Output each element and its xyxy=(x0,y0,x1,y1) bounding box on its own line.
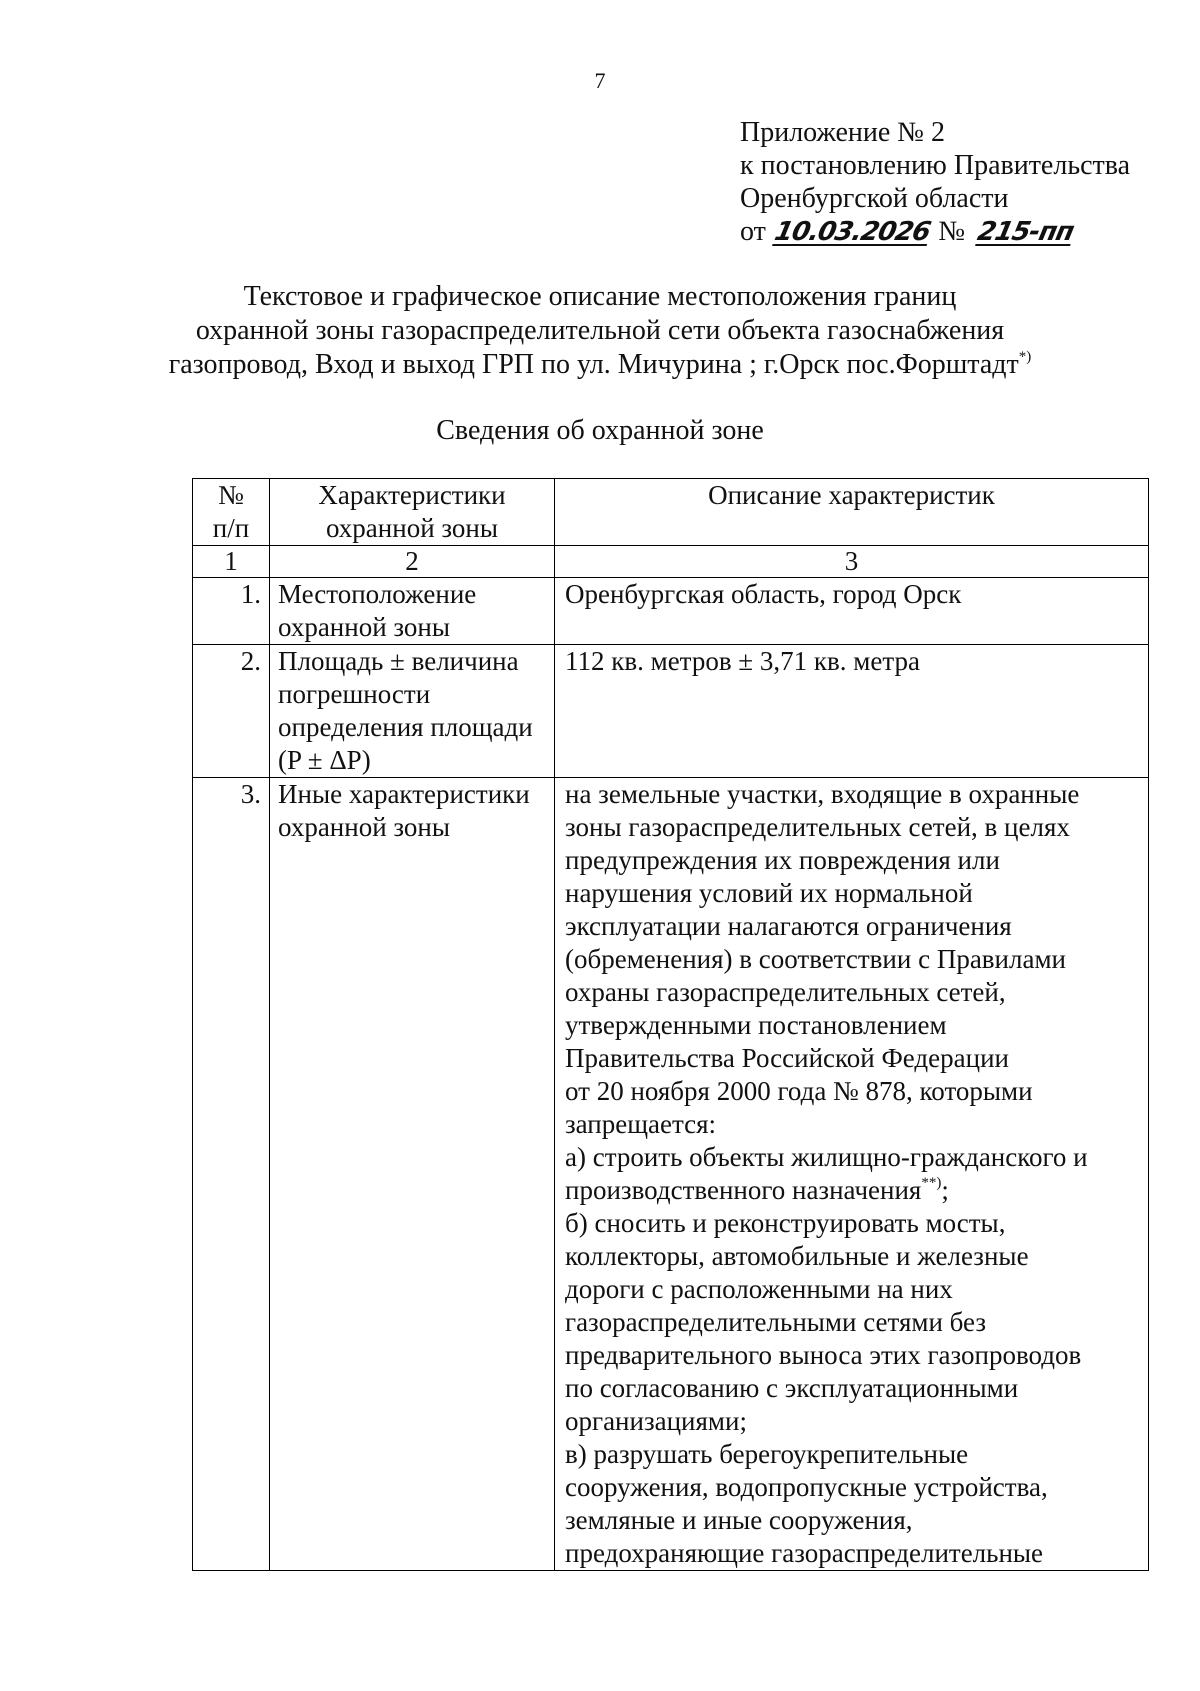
header-characteristic-line-1: Характеристики xyxy=(318,480,506,510)
title-line-1: Текстовое и графическое описание местоположения границ xyxy=(243,281,957,312)
title-line-3-text: газопровод, Вход и выход ГРП по ул. Мичурина ; г.Орск пос.Форштадт xyxy=(168,349,1019,380)
row-description xyxy=(555,578,1149,645)
header-number-line-1: № xyxy=(218,480,244,510)
description-line xyxy=(565,1174,1144,1207)
description-line: дороги с расположенными на них xyxy=(565,1274,953,1304)
header-description-text: Описание характеристик xyxy=(708,480,995,510)
row-number: 1. xyxy=(193,578,270,645)
appendix-block xyxy=(740,116,1130,249)
description-line: (обременения) в соответствии с Правилами xyxy=(565,944,1066,974)
column-number-row xyxy=(193,546,1149,578)
section-subtitle: Сведения об охранной зоне xyxy=(436,415,764,446)
row-characteristic xyxy=(270,578,555,645)
description-line: запрещается: xyxy=(565,1109,717,1139)
header-characteristic xyxy=(270,479,555,546)
description-line: а) строить объекты жилищно-гражданского и xyxy=(565,1142,1088,1172)
page-number: 7 xyxy=(594,68,606,93)
row-number: 3. xyxy=(193,778,270,1571)
title-line-2: охранной зоны газораспределительной сети объекта газоснабжения xyxy=(195,315,1005,346)
characteristic-line: Иные характеристики xyxy=(278,779,530,809)
description-footnote-suffix: ; xyxy=(941,1175,949,1205)
characteristic-line: охранной зоны xyxy=(278,612,451,642)
characteristic-line: Площадь ± величина xyxy=(278,646,519,676)
description-line: сооружения, водопропускные устройства, xyxy=(565,1472,1048,1502)
description-line: предупреждения их повреждения или xyxy=(565,845,1000,875)
characteristic-line: (P ± ΔP) xyxy=(278,745,371,775)
characteristic-line: охранной зоны xyxy=(278,812,451,842)
description-line: газораспределительными сетями без xyxy=(565,1307,987,1337)
description-line: утвержденными постановлением xyxy=(565,1010,947,1040)
row-characteristic xyxy=(270,778,555,1571)
row-characteristic xyxy=(270,645,555,778)
description-line: земляные и иные сооружения, xyxy=(565,1505,913,1535)
characteristic-line: Местоположение xyxy=(278,579,477,609)
table-row xyxy=(193,645,1149,778)
header-description xyxy=(555,479,1149,546)
title-footnote-mark: *) xyxy=(1018,348,1032,365)
description-line: коллекторы, автомобильные и железные xyxy=(565,1241,1029,1271)
table-header-row xyxy=(193,479,1149,546)
description-line: нарушения условий их нормальной xyxy=(565,878,973,908)
description-line: эксплуатации налагаются ограничения xyxy=(565,911,1012,941)
handwritten-date: 10.03.2026 xyxy=(771,217,933,247)
description-line: предварительного выноса этих газопроводов xyxy=(565,1340,1082,1370)
appendix-line-3: Оренбургской области xyxy=(740,183,1009,214)
description-line: предохраняющие газораспределительные xyxy=(565,1538,1044,1568)
column-number-1: 1 xyxy=(193,546,270,578)
description-line: зоны газораспределительных сетей, в целях xyxy=(565,812,1070,842)
title-line-3 xyxy=(0,348,1200,382)
description-line: на земельные участки, входящие в охранные xyxy=(565,779,1080,809)
description-line: охраны газораспределительных сетей, xyxy=(565,977,1006,1007)
handwritten-number: 215-пп xyxy=(974,217,1077,247)
header-characteristic-line-2: охранной зоны xyxy=(325,513,498,543)
description-line: Оренбургская область, город Орск xyxy=(565,579,962,609)
column-number-3: 3 xyxy=(555,546,1149,578)
row-description xyxy=(555,645,1149,778)
appendix-line-1: Приложение № 2 xyxy=(740,117,945,148)
appendix-date-line xyxy=(740,215,1130,249)
description-line: от 20 ноября 2000 года № 878, которыми xyxy=(565,1076,1033,1106)
column-number-2: 2 xyxy=(270,546,555,578)
description-line: организациями; xyxy=(565,1406,747,1436)
appendix-line-2: к постановлению Правительства xyxy=(740,150,1131,181)
description-line: Правительства Российской Федерации xyxy=(565,1043,1009,1073)
description-line: 112 кв. метров ± 3,71 кв. метра xyxy=(565,646,920,676)
row-description xyxy=(555,778,1149,1571)
table-row xyxy=(193,578,1149,645)
table-row xyxy=(193,778,1149,1571)
characteristic-line: погрешности xyxy=(278,679,431,709)
header-number xyxy=(193,479,270,546)
number-prefix: № xyxy=(938,216,966,247)
description-footnote-mark: **) xyxy=(921,1175,942,1191)
description-line-text: производственного назначения xyxy=(565,1175,922,1205)
header-number-line-2: п/п xyxy=(212,513,250,543)
description-line: по согласованию с эксплуатационными xyxy=(565,1373,1019,1403)
document-title xyxy=(0,280,1200,382)
date-prefix: от xyxy=(740,216,766,247)
row-number: 2. xyxy=(193,645,270,778)
description-line: в) разрушать берегоукрепительные xyxy=(565,1439,969,1469)
description-line: б) сносить и реконструировать мосты, xyxy=(565,1208,1006,1238)
protection-zone-table xyxy=(192,478,1149,1571)
characteristic-line: определения площади xyxy=(278,712,533,742)
